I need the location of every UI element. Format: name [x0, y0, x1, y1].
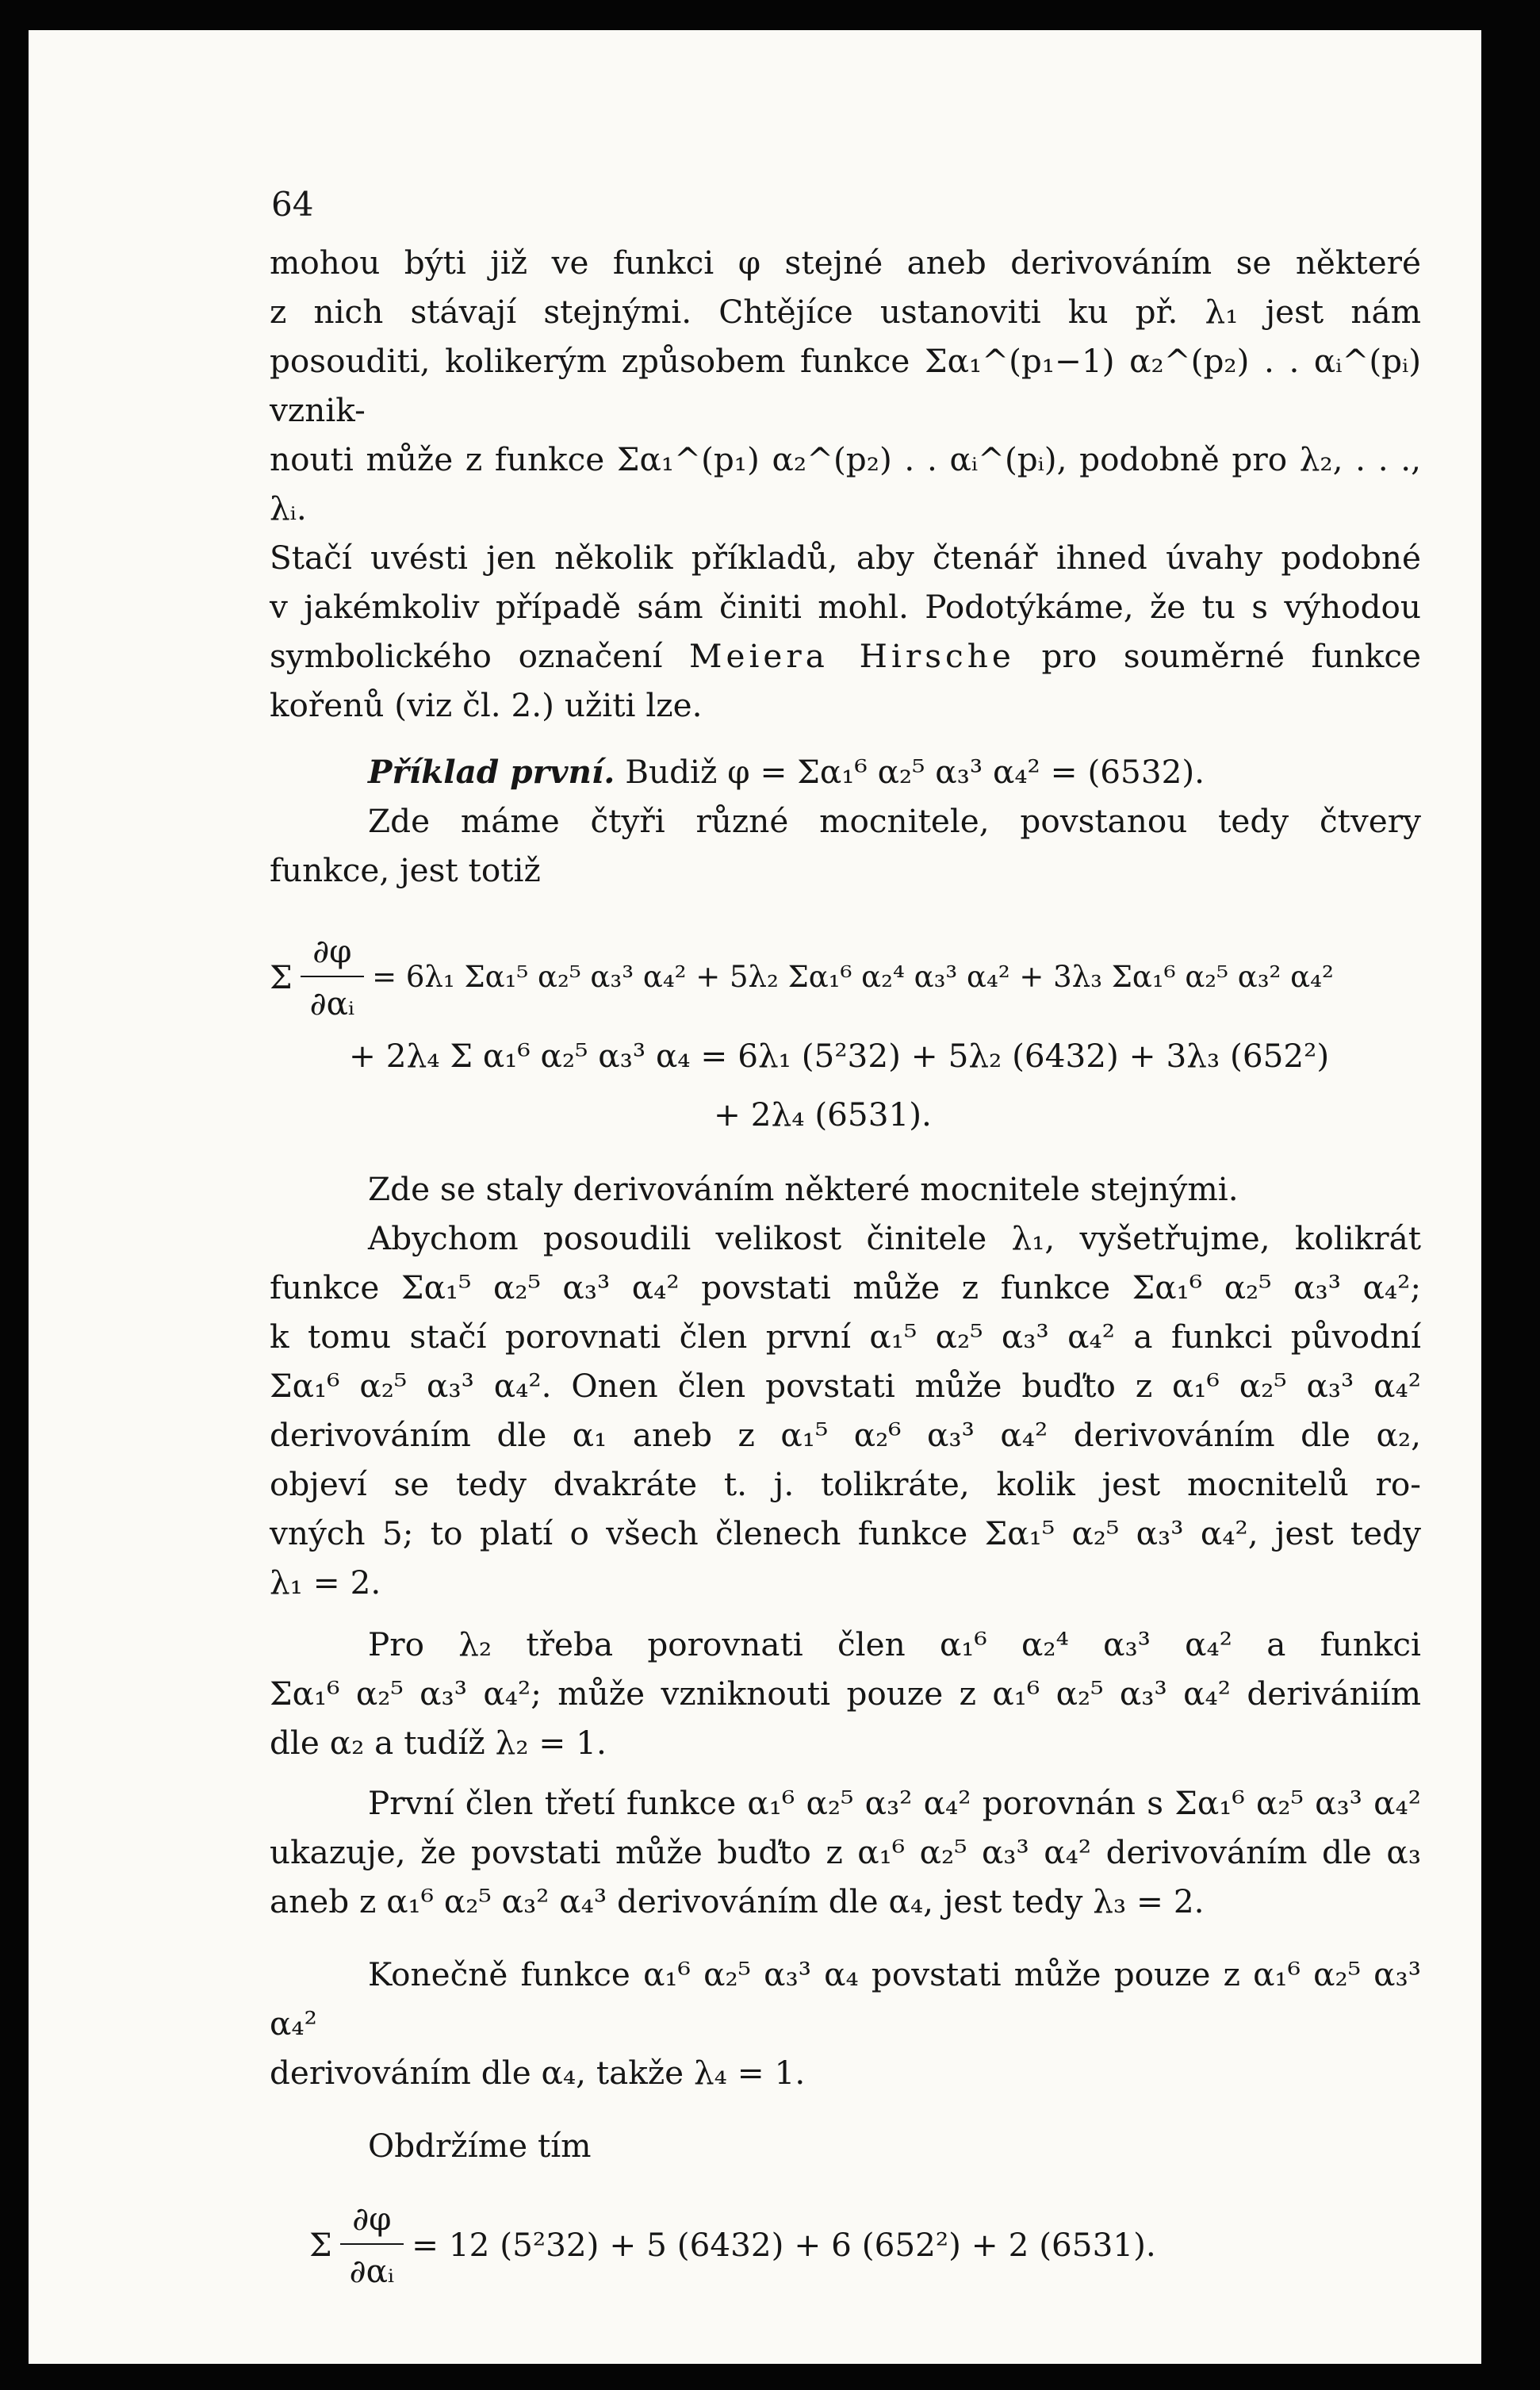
example-label: Příklad první. [368, 753, 615, 791]
sum-symbol: Σ [270, 958, 293, 996]
text-line: První člen třetí funkce α₁⁶ α₂⁵ α₃² α₄² porovnán s Σα₁⁶ α₂⁵ α₃³ α₄² [368, 1784, 1421, 1822]
text-line: Konečně funkce α₁⁶ α₂⁵ α₃³ α₄ povstati může pouze z α₁⁶ α₂⁵ α₃³ α₄² [270, 1955, 1421, 2043]
text-line: Abychom posoudili velikost činitele λ₁, vyšetřujme, kolikrát [368, 1219, 1421, 1257]
page-number: 64 [271, 185, 314, 224]
equation-line: + 2λ₄ (6531). [714, 1095, 932, 1134]
text-block [270, 238, 1421, 2296]
text-line: derivováním dle α₄, takže λ₄ = 1. [270, 2054, 806, 2092]
text-line: kořenů (viz čl. 2.) užiti lze. [270, 686, 703, 724]
text-line: Σα₁⁶ α₂⁵ α₃³ α₄²; může vzniknouti pouze z α₁⁶ α₂⁵ α₃³ α₄² derivániím [270, 1675, 1421, 1713]
text-line: Zde se staly derivováním některé mocnitele stejnými. [368, 1170, 1239, 1208]
text-line: aneb z α₁⁶ α₂⁵ α₃² α₄³ derivováním dle α₄, jest tedy λ₃ = 2. [270, 1882, 1205, 1920]
text-line: nouti může z funkce Σα₁^(p₁) α₂^(p₂) . . αᵢ^(pᵢ), podobně pro λ₂, . . ., λᵢ. [270, 440, 1421, 527]
text-line: Stačí uvésti jen několik příkladů, aby čtenář ihned úvahy podobné [270, 539, 1421, 577]
text-line: Σα₁⁶ α₂⁵ α₃³ α₄². Onen člen povstati může buďto z α₁⁶ α₂⁵ α₃³ α₄² [270, 1367, 1421, 1405]
example-formula: Budiž φ = Σα₁⁶ α₂⁵ α₃³ α₄² = (6532). [625, 753, 1205, 791]
equation-line: + 2λ₄ Σ α₁⁶ α₂⁵ α₃³ α₄ = 6λ₁ (5²32) + 5λ₂ (6432) + 3λ₃ (652²) [349, 1037, 1330, 1075]
final-equation [270, 2194, 1421, 2296]
fraction-denominator: ∂αᵢ [301, 976, 364, 1028]
fraction-numerator: ∂φ [312, 932, 352, 970]
author-name: Meiera Hirsche [689, 637, 1015, 675]
equation-1 [270, 926, 1421, 1028]
fraction-denominator: ∂αᵢ [340, 2243, 404, 2296]
text-run: symbolického označení [270, 637, 663, 675]
text-line: v jakémkoliv případě sám činiti mohl. Podotýkáme, že tu s výhodou [270, 588, 1421, 626]
text-line: ukazuje, že povstati může buďto z α₁⁶ α₂⁵ α₃³ α₄² derivováním dle α₃ [270, 1833, 1421, 1871]
text-line: funkce, jest totiž [270, 851, 541, 889]
text-line [270, 631, 1421, 681]
text-line: Pro λ₂ třeba porovnati člen α₁⁶ α₂⁴ α₃³ α₄² a funkci [368, 1625, 1421, 1663]
text-line: λ₁ = 2. [270, 1563, 381, 1602]
text-line: Zde máme čtyři různé mocnitele, povstanou tedy čtvery [368, 802, 1421, 840]
fraction [340, 2194, 404, 2296]
equation-rhs: = 12 (5²32) + 5 (6432) + 6 (652²) + 2 (6531). [412, 2226, 1156, 2264]
text-line: vných 5; to platí o všech členech funkce Σα₁⁵ α₂⁵ α₃³ α₄², jest tedy [270, 1514, 1421, 1552]
fraction-numerator: ∂φ [352, 2200, 392, 2238]
text-line: derivováním dle α₁ aneb z α₁⁵ α₂⁶ α₃³ α₄² derivováním dle α₂, [270, 1416, 1421, 1454]
sum-symbol: Σ [309, 2226, 332, 2264]
text-line: k tomu stačí porovnati člen první α₁⁵ α₂⁵ α₃³ α₄² a funkci původní [270, 1318, 1421, 1356]
text-line: dle α₂ a tudíž λ₂ = 1. [270, 1724, 607, 1762]
text-line: funkce Σα₁⁵ α₂⁵ α₃³ α₄² povstati může z funkce Σα₁⁶ α₂⁵ α₃³ α₄²; [270, 1268, 1421, 1306]
text-line: posouditi, kolikerým způsobem funkce Σα₁^(p₁−1) α₂^(p₂) . . αᵢ^(pᵢ) vznik- [270, 342, 1421, 429]
text-line: z nich stávají stejnými. Chtějíce ustanoviti ku př. λ₁ jest nám [270, 293, 1421, 331]
text-line: Obdržíme tím [368, 2127, 592, 2165]
equation-rhs: = 6λ₁ Σα₁⁵ α₂⁵ α₃³ α₄² + 5λ₂ Σα₁⁶ α₂⁴ α₃³ α₄² + 3λ₃ Σα₁⁶ α₂⁵ α₃² α₄² [372, 960, 1334, 994]
fraction [301, 926, 364, 1028]
text-line: objeví se tedy dvakráte t. j. tolikráte, kolik jest mocnitelů ro- [270, 1465, 1421, 1503]
text-run: pro souměrné funkce [1041, 637, 1422, 675]
text-line: mohou býti již ve funkci φ stejné aneb derivováním se některé [270, 244, 1421, 282]
example-heading [270, 747, 1421, 796]
